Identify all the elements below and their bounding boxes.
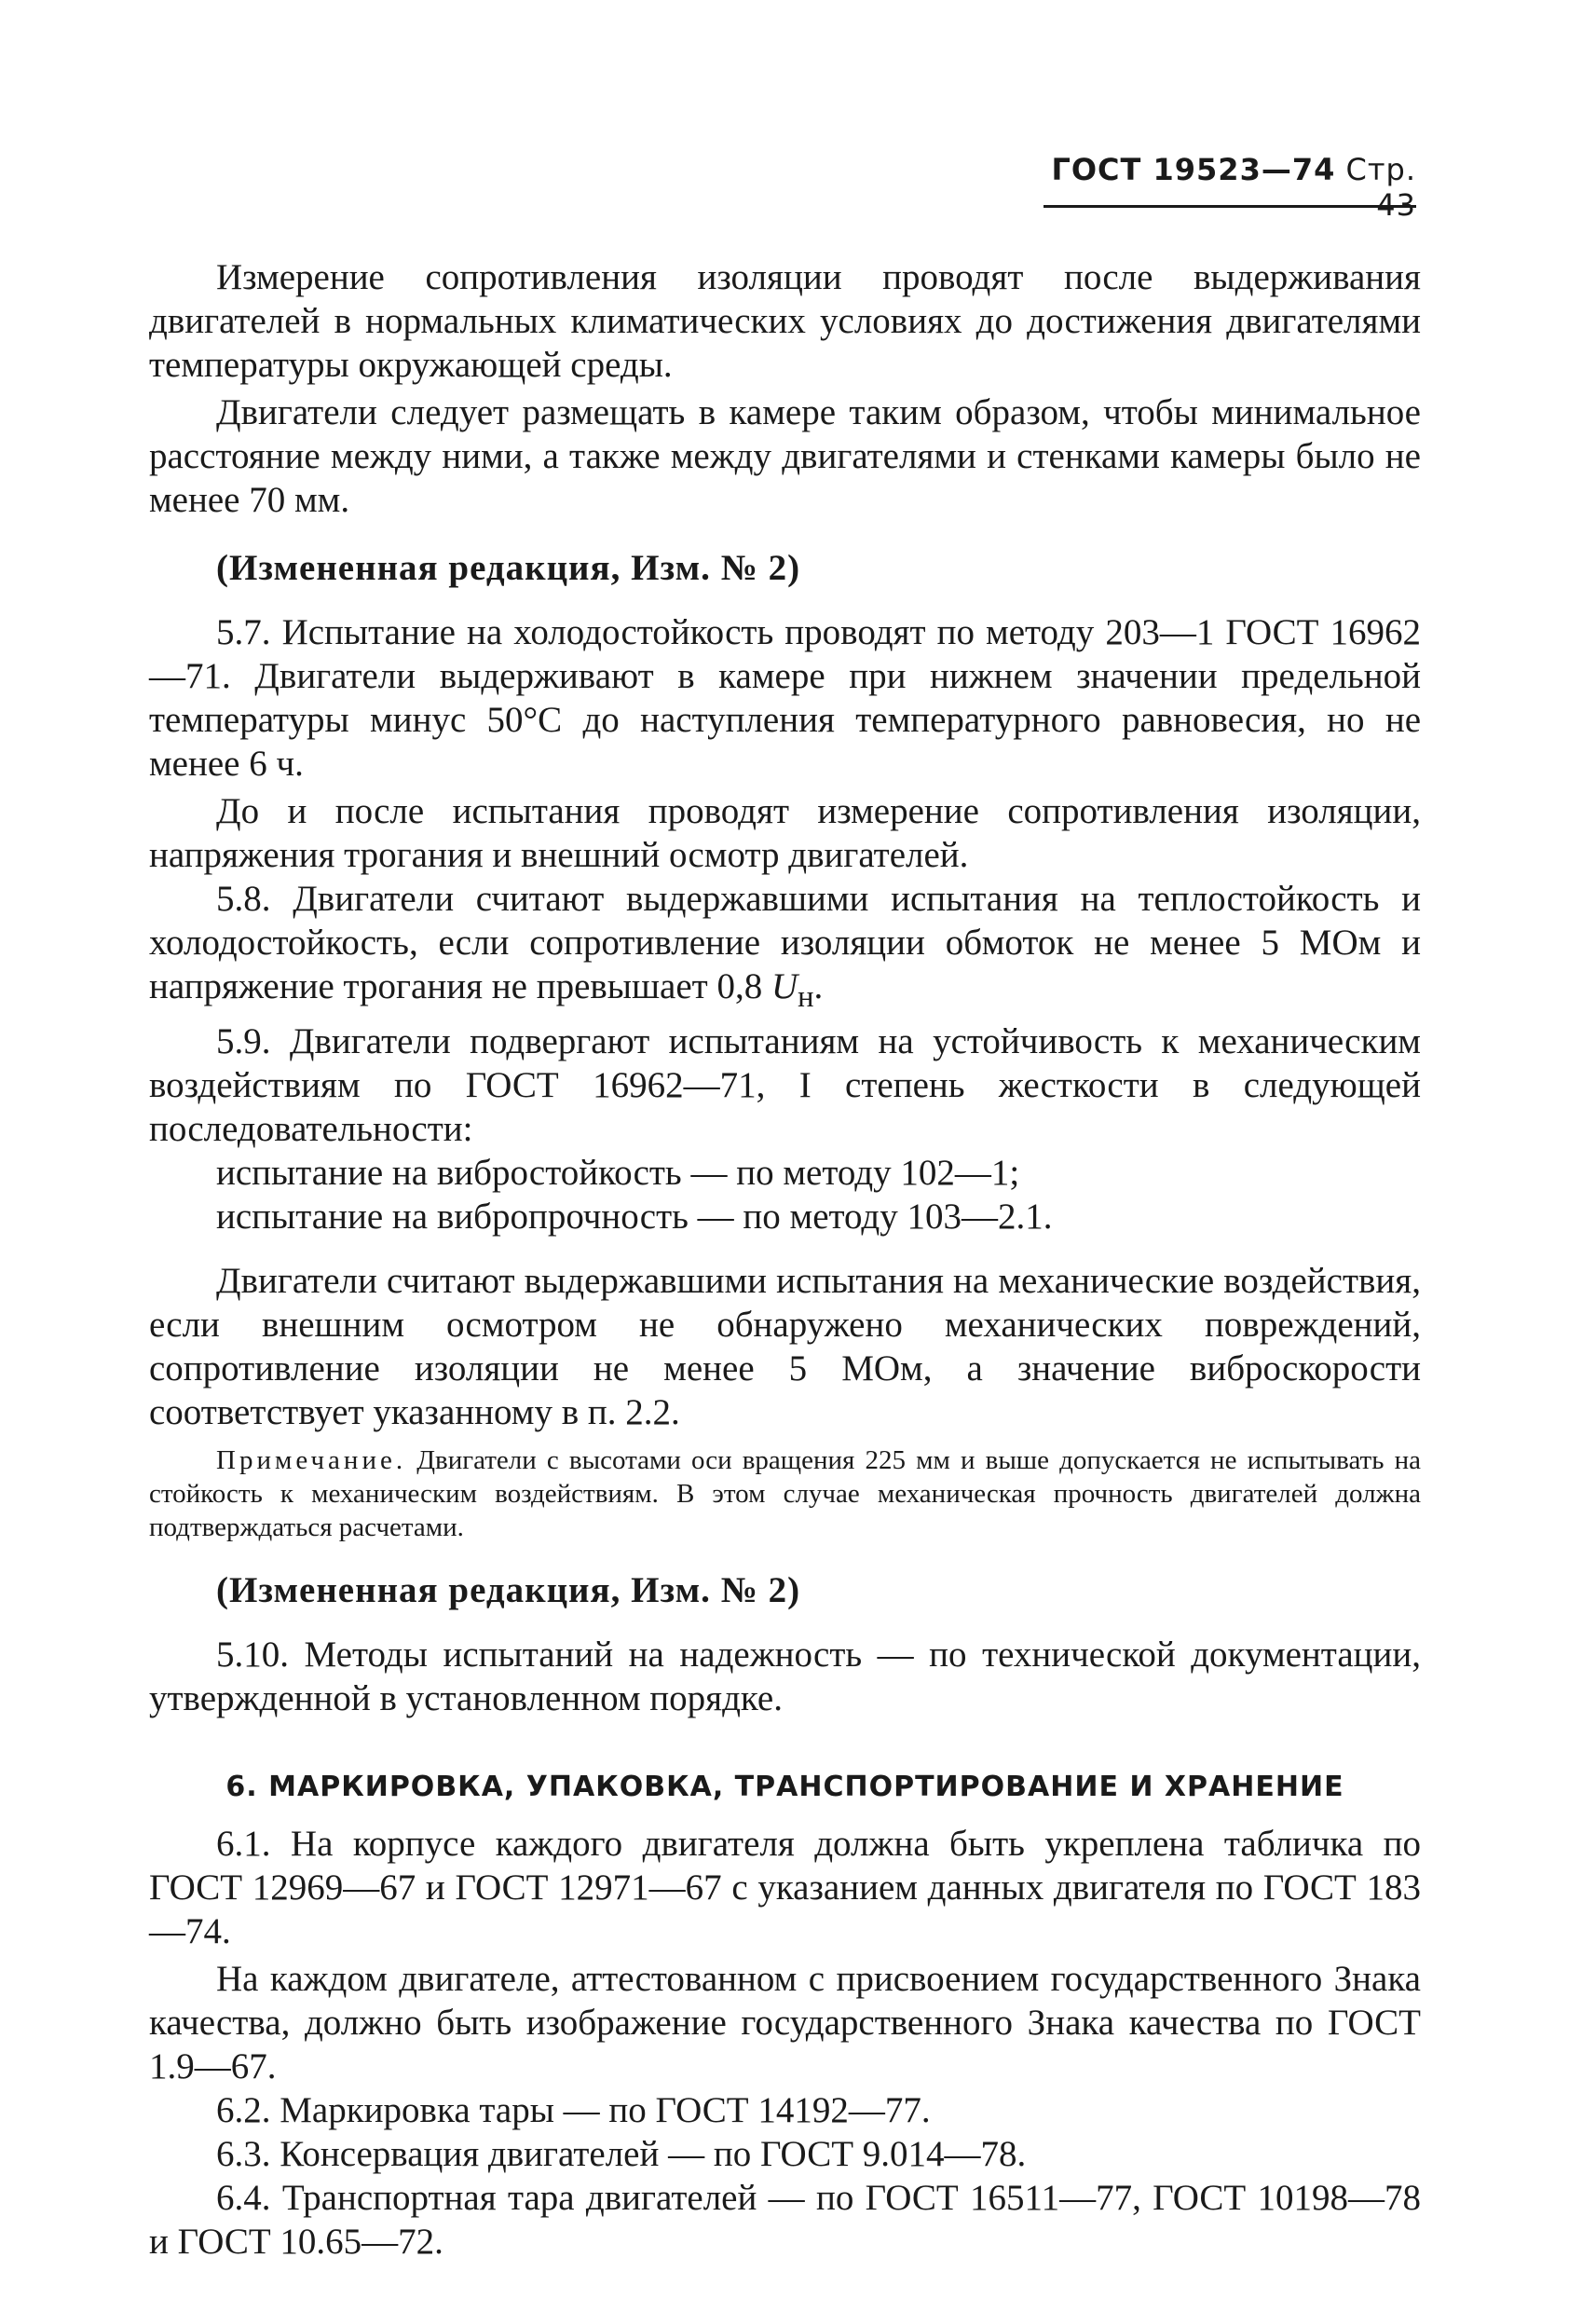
paragraph-insulation-measurement: Измерение сопротивления изоляции проводят после выдерживания двигателей в нормальных климатических условиях до достижения двигателями температуры окружающей среды. [149, 257, 1421, 385]
clause-6-1: 6.1. На корпусе каждого двигателя должна быть укреплена табличка по ГОСТ 12969—67 и ГОСТ 12971—67 с указанием данных двигателя по ГОСТ 183—74. [149, 1823, 1421, 1951]
amendment-note: (Измененная редакция, Изм. № 2) [216, 548, 801, 588]
clause-5-8-end: . [813, 966, 824, 1006]
clause-5-10: 5.10. Методы испытаний на надежность — по технической документации, утвержденной в установленном порядке. [149, 1634, 1421, 1718]
note-label: Примечание. [216, 1444, 407, 1475]
paragraph-quality-mark: На каждом двигателе, аттестованном с присвоением государственного Знака качества, должно быть изображение государственного Знака качества по ГОСТ 1.9—67. [149, 1958, 1421, 2086]
amendment-note: (Измененная редакция, Изм. № 2) [216, 1569, 801, 1610]
voltage-subscript: н [798, 979, 814, 1014]
paragraph-mechanical-criteria: Двигатели считают выдержавшими испытания на механические воздействия, если внешним осмотром не обнаружено механических повреждений, сопротивление изоляции не менее 5 МОм, а значение виброскорости соответствует указанному в п. 2.2. [149, 1260, 1421, 1432]
note-text: Двигатели с высотами оси вращения 225 мм и выше допускается не испытывать на стойкость к механическим воздействиям. В этом случае механическая прочность двигателей должна подтверждаться расчетами. [149, 1444, 1421, 1542]
page-number: Стр. 43 [1345, 152, 1416, 223]
header-rule [1044, 205, 1416, 208]
clause-5-7: 5.7. Испытание на холодостойкость проводят по методу 203—1 ГОСТ 16962—71. Двигатели выдерживают в камере при нижнем значении предельной температуры минус 50°С до наступления температурного равновесия, но не менее 6 ч. [149, 612, 1421, 784]
section-title: 6. МАРКИРОВКА, УПАКОВКА, ТРАНСПОРТИРОВАНИЕ И ХРАНЕНИЕ [225, 1770, 1344, 1803]
list-item: испытание на вибропрочность — по методу 103—2.1. [216, 1196, 1053, 1237]
clause-6-3: 6.3. Консервация двигателей — по ГОСТ 9.014—78. [216, 2133, 1027, 2174]
clause-6-4: 6.4. Транспортная тара двигателей — по ГОСТ 16511—77, ГОСТ 10198—78 и ГОСТ 10.65—72. [149, 2177, 1421, 2262]
clause-5-8-text: 5.8. Двигатели считают выдержавшими испытания на теплостойкость и холодостойкость, если сопротивление изоляции обмоток не менее 5 МОм и напряжение трогания не превышает 0,8 [149, 879, 1421, 1006]
clause-5-8 [149, 877, 1421, 1019]
document-body [149, 255, 1421, 2264]
standard-number: ГОСТ 19523—74 [1051, 152, 1336, 187]
voltage-symbol: U [771, 966, 798, 1006]
clause-6-2: 6.2. Маркировка тары — по ГОСТ 14192—77. [216, 2089, 931, 2130]
running-header [1044, 152, 1416, 223]
paragraph-before-after-test: До и после испытания проводят измерение сопротивления изоляции, напряжения трогания и внешний осмотр двигателей. [149, 791, 1421, 875]
clause-5-9: 5.9. Двигатели подвергают испытаниям на устойчивость к механическим воздействиям по ГОСТ 16962—71, I степень жесткости в следующей последовательности: [149, 1020, 1421, 1149]
paragraph-chamber-placement: Двигатели следует размещать в камере таким образом, чтобы минимальное расстояние между ними, а также между двигателями и стенками камеры было не менее 70 мм. [149, 392, 1421, 520]
list-item: испытание на вибростойкость — по методу 102—1; [216, 1152, 1020, 1193]
note [149, 1443, 1421, 1544]
